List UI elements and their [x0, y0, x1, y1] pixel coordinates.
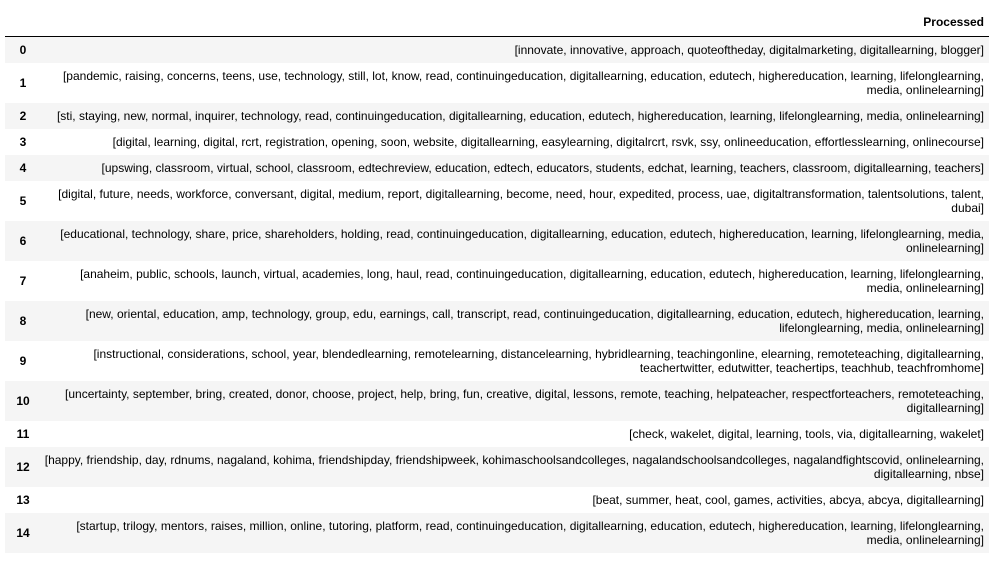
table-row — [5, 447, 989, 487]
index-header — [5, 6, 39, 37]
row-index: 6 — [19, 233, 27, 248]
row-index: 0 — [19, 42, 27, 57]
table-row — [5, 421, 989, 447]
row-index: 8 — [19, 313, 27, 328]
table-row — [5, 103, 989, 129]
row-index: 13 — [16, 492, 30, 507]
row-index: 5 — [19, 193, 27, 208]
row-index: 12 — [16, 459, 30, 474]
table-row — [5, 261, 989, 301]
row-index: 7 — [19, 273, 27, 288]
processed-cell: [new, oriental, education, amp, technology, group, edu, earnings, call, transcript, read, continuingeducation, digitallearning, education, edutech, highereducation, learning, lifelonglearning, media, onlinelearning] — [85, 306, 984, 335]
table-row — [5, 181, 989, 221]
row-index: 3 — [19, 134, 27, 149]
row-index: 9 — [19, 353, 27, 368]
table-row — [5, 341, 989, 381]
processed-cell: [instructional, considerations, school, year, blendedlearning, remotelearning, distancelearning, hybridlearning, teachingonline, elearning, remoteteaching, digitallearning, teachertwitter, edutwitter, teachertips, teachhub, teachfromhome] — [93, 346, 984, 375]
processed-cell: [beat, summer, heat, cool, games, activities, abcya, abcya, digitallearning] — [592, 492, 984, 507]
processed-cell: [startup, trilogy, mentors, raises, million, online, tutoring, platform, read, continuingeducation, digitallearning, education, edutech, highereducation, learning, lifelonglearning, media, onlinelearning] — [76, 518, 984, 547]
table-row — [5, 381, 989, 421]
table-row — [5, 221, 989, 261]
table-row — [5, 37, 989, 63]
dataframe-container — [5, 6, 989, 553]
row-index: 10 — [16, 393, 30, 408]
table-row — [5, 301, 989, 341]
table-row — [5, 487, 989, 513]
table-row — [5, 513, 989, 553]
header-row — [5, 6, 989, 37]
processed-cell: [check, wakelet, digital, learning, tools, via, digitallearning, wakelet] — [629, 426, 984, 441]
table-row — [5, 63, 989, 103]
processed-cell: [digital, learning, digital, rcrt, registration, opening, soon, website, digitallearning, easylearning, digitalrcrt, rsvk, ssy, onlineeducation, effortlesslearning, onlinecourse] — [112, 134, 984, 149]
processed-cell: [sti, staying, new, normal, inquirer, technology, read, continuingeducation, digitallearning, education, edutech, highereducation, learning, lifelonglearning, media, onlinelearning] — [56, 108, 984, 123]
column-header-processed: Processed — [39, 6, 989, 37]
table-row — [5, 129, 989, 155]
processed-cell: [uncertainty, september, bring, created, donor, choose, project, help, bring, fun, creative, digital, lessons, remote, teaching, helpateacher, respectforteachers, remoteteaching, digitallearning] — [65, 386, 984, 415]
row-index: 2 — [19, 108, 27, 123]
dataframe-table — [5, 6, 989, 553]
row-index: 14 — [16, 525, 30, 540]
processed-cell: [pandemic, raising, concerns, teens, use, technology, still, lot, know, read, continuingeducation, digitallearning, education, edutech, highereducation, learning, lifelonglearning, media, onlinelearning] — [62, 68, 984, 97]
row-index: 11 — [16, 426, 30, 441]
processed-cell: [digital, future, needs, workforce, conversant, digital, medium, report, digitallearning, become, need, hour, expedited, process, uae, digitaltransformation, talentsolutions, talent, dubai] — [58, 186, 984, 215]
processed-cell: [anaheim, public, schools, launch, virtual, academies, long, haul, read, continuingeducation, digitallearning, education, edutech, highereducation, learning, lifelonglearning, media, onlinelearning] — [80, 266, 984, 295]
table-row — [5, 155, 989, 181]
row-index: 1 — [19, 75, 27, 90]
processed-cell: [happy, friendship, day, rdnums, nagaland, kohima, friendshipday, friendshipweek, kohimaschoolsandcolleges, nagalandschoolsandcolleges, nagalandfightscovid, onlinelearning, digitallearning, nbse] — [44, 452, 984, 481]
processed-cell: [upswing, classroom, virtual, school, classroom, edtechreview, education, edtech, educators, students, edchat, learning, teachers, classroom, digitallearning, teachers] — [101, 160, 984, 175]
processed-cell: [innovate, innovative, approach, quoteoftheday, digitalmarketing, digitallearning, blogger] — [514, 42, 984, 57]
processed-cell: [educational, technology, share, price, shareholders, holding, read, continuingeducation, digitallearning, education, edutech, highereducation, learning, lifelonglearning, media, onlinelearning] — [60, 226, 984, 255]
row-index: 4 — [19, 160, 27, 175]
